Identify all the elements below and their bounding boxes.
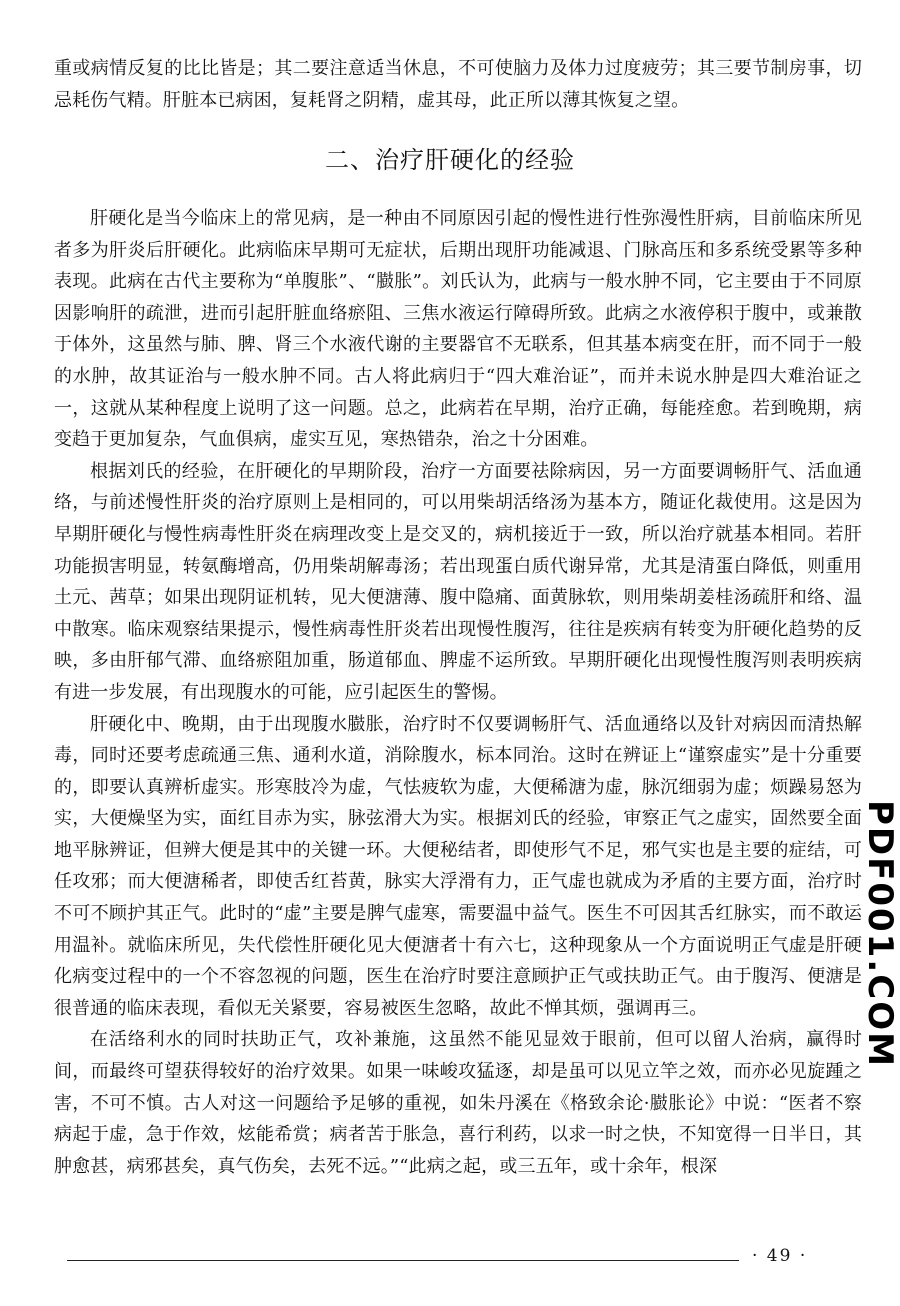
section-title: 二、治疗肝硬化的经验: [325, 146, 575, 174]
paragraph-3: 肝硬化中、晚期，由于出现腹水臌胀，治疗时不仅要调畅肝气、活血通络以及针对病因而清热解毒，同时还要考虑疏通三焦、通利水道，消除腹水，标本同治。这时在辨证上“谨察虚实”是十分重要的，即要认真辨析虚实。形寒肢冷为虚，气怯疲软为虚，大便稀溏为虚，脉沉细弱为虚；烦躁易怒为实，大便燥坚为实，面红目赤为实，脉弦滑大为实。根据刘氏的经验，审察正气之虚实，固然要全面地平脉辨证，但辨大便是其中的关键一环。大便秘结者，即使形气不足，邪气实也是主要的症结，可任攻邪；而大便溏稀者，即使舌红苔黄，脉实大浮滑有力，正气虚也就成为矛盾的主要方面，治疗时不可不顾护其正气。此时的“虚”主要是脾气虚寒，需要温中益气。医生不可因其舌红脉实，而不敢运用温补。就临床所见，失代偿性肝硬化见大便溏者十有六七，这种现象从一个方面说明正气虚是肝硬化病变过程中的一个不容忽视的问题，医生在治疗时要注意顾护正气或扶助正气。由于腹泻、便溏是很普通的临床表现，看似无关紧要，容易被医生忽略，故此不惮其烦，强调再三。: [54, 713, 862, 1019]
footer-rule: [67, 1260, 739, 1261]
page-number: · 49 ·: [752, 1246, 808, 1266]
watermark-text: PDF001.COM: [860, 800, 900, 1068]
top-paragraph-block: [54, 53, 862, 116]
paragraph-4: 在活络利水的同时扶助正气，攻补兼施，这虽然不能见显效于眼前，但可以留人治病，赢得时间，而最终可望获得较好的治疗效果。如果一味峻攻猛逐，却是虽可以见立竿之效，而亦必见旋踵之害，不可不慎。古人对这一问题给予足够的重视，如朱丹溪在《格致余论·臌胀论》中说：“医者不察病起于虚，急于作效，炫能希赏；病者苦于胀急，喜行利药，以求一时之快，不知宽得一日半日，其肿愈甚，病邪甚矣，真气伤矣，去死不远。”“此病之起，或三五年，或十余年，根深: [54, 1029, 862, 1177]
paragraph-2: 根据刘氏的经验，在肝硬化的早期阶段，治疗一方面要祛除病因，另一方面要调畅肝气、活血通络，与前述慢性肝炎的治疗原则上是相同的，可以用柴胡活络汤为基本方，随证化裁使用。这是因为早期肝硬化与慢性病毒性肝炎在病理改变上是交叉的，病机接近于一致，所以治疗就基本相同。若肝功能损害明显，转氨酶增高，仍用柴胡解毒汤；若出现蛋白质代谢异常，尤其是清蛋白降低，则重用土元、茜草；如果出现阴证机转，见大便溏薄、腹中隐痛、面黄脉软，则用柴胡姜桂汤疏肝和络、温中散寒。临床观察结果提示，慢性病毒性肝炎若出现慢性腹泻，往往是疾病有转变为肝硬化趋势的反映，多由肝郁气滞、血络瘀阻加重，肠道郁血、脾虚不运所致。早期肝硬化出现慢性腹泻则表明疾病有进一步发展，有出现腹水的可能，应引起医生的警惕。: [54, 460, 862, 703]
paragraph-1: 肝硬化是当今临床上的常见病，是一种由不同原因引起的慢性进行性弥漫性肝病，目前临床所见者多为肝炎后肝硬化。此病临床早期可无症状，后期出现肝功能减退、门脉高压和多系统受累等多种表现。此病在古代主要称为“单腹胀”、“臌胀”。刘氏认为，此病与一般水肿不同，它主要由于不同原因影响肝的疏泄，进而引起肝脏血络瘀阻、三焦水液运行障碍所致。此病之水液停积于腹中，或兼散于体外，这虽然与肺、脾、肾三个水液代谢的主要器官不无联系，但其基本病变在肝，而不同于一般的水肿，故其证治与一般水肿不同。古人将此病归于“四大难治证”，而并未说水肿是四大难治证之一，这就从某种程度上说明了这一问题。总之，此病若在早期，治疗正确，每能痊愈。若到晚期，病变趋于更加复杂，气血俱病，虚实互见，寒热错杂，治之十分困难。: [54, 208, 862, 451]
top-paragraph: 重或病情反复的比比皆是；其二要注意适当休息，不可使脑力及体力过度疲劳；其三要节制房事，切忌耗伤气精。肝脏本已病困，复耗肾之阴精，虚其母，此正所以薄其恢复之望。: [54, 58, 862, 111]
body-text: [54, 203, 862, 1182]
